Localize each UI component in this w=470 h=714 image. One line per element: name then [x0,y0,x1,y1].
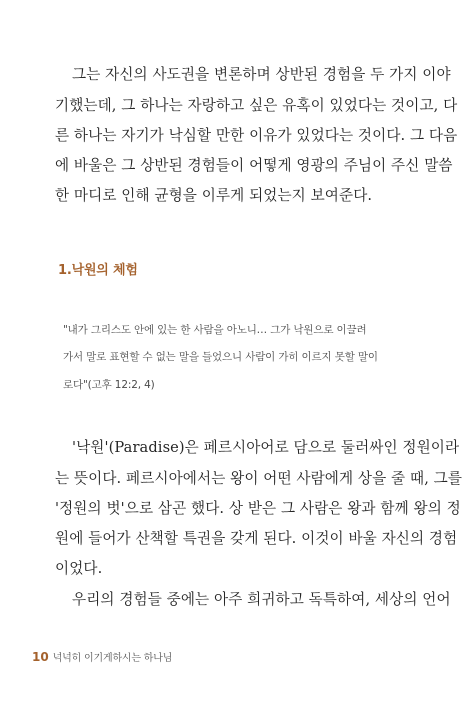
paragraph-line: 이었다. [55,560,103,577]
paragraph-line: 는 뜻이다. 페르시아에서는 왕이 어떤 사람에게 상을 줄 때, 그를 [55,470,463,487]
paragraph-line: 원에 들어가 산책할 특권을 갖게 된다. 이것이 바울 자신의 경험 [55,530,458,547]
paragraph-line: 한 마디로 인해 균형을 이루게 되었는지 보여준다. [55,187,373,204]
page-number: 10 [32,650,49,664]
paragraph-line: '정원의 벗'으로 삼곤 했다. 상 받은 그 사람은 왕과 함께 왕의 정 [55,500,461,517]
book-title: 넉넉히 이기게하시는 하나님 [52,653,173,664]
page-footer [32,649,172,667]
quote-line: "내가 그리스도 안에 있는 한 사람을 아노니… 그가 낙원으로 이끌려 [63,324,367,336]
paragraph-line: 기했는데, 그 하나는 자랑하고 싶은 유혹이 있었다는 것이고, 다 [55,97,458,114]
paragraph-line: 우리의 경험들 중에는 아주 희귀하고 독특하여, 세상의 언어 [72,591,451,608]
section-heading: 1.낙원의 체험 [58,263,138,278]
quote-line: 로다"(고후 12:2, 4) [63,379,155,391]
paragraph-line: 른 하나는 자기가 낙심할 만한 이유가 있었다는 것이다. 그 다음 [55,127,458,144]
paragraph-line: '낙원'(Paradise)은 페르시아어로 담으로 둘러싸인 정원이라 [72,439,460,456]
paragraph-line: 에 바울은 그 상반된 경험들이 어떻게 영광의 주님이 주신 말씀 [55,157,453,174]
quote-line: 가서 말로 표현할 수 없는 말을 들었으니 사람이 가히 이르지 못할 말이 [63,351,378,363]
paragraph-line: 그는 자신의 사도권을 변론하며 상반된 경험을 두 가지 이야 [72,66,451,83]
